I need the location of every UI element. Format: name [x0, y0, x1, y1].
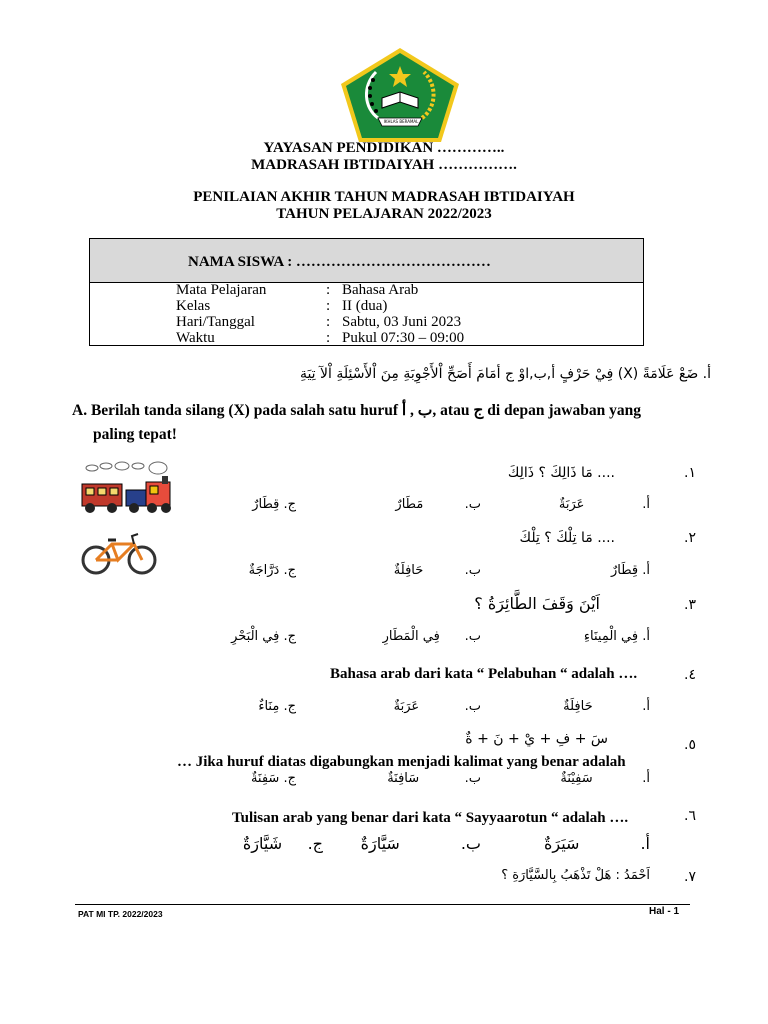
- option-b[interactable]: [383, 629, 481, 644]
- info-label: Waktu: [176, 330, 215, 346]
- question-text: Bahasa arab dari kata “ Pelabuhan “ adalah ….: [330, 666, 638, 682]
- info-sep: :: [326, 298, 331, 314]
- option-c[interactable]: [243, 834, 323, 853]
- option-letter: ج.: [283, 497, 296, 512]
- option-text: عَرَبَةٌ: [393, 699, 420, 714]
- question-number: ٢.: [684, 530, 696, 546]
- option-letter: ج.: [283, 563, 296, 578]
- school-year: TAHUN PELAJARAN 2022/2023: [276, 206, 492, 222]
- option-a[interactable]: [560, 771, 650, 786]
- option-text: فِي الْبَحْرِ: [231, 629, 280, 644]
- option-letter: أ.: [640, 834, 650, 853]
- question-number: ٣.: [684, 597, 696, 613]
- option-b[interactable]: [395, 497, 481, 512]
- option-text: قِطَارٌ: [252, 497, 280, 512]
- option-letter: ب.: [460, 834, 481, 853]
- option-letter: أ.: [642, 771, 650, 786]
- question-number: ٦.: [684, 808, 696, 824]
- info-value: II (dua): [342, 298, 388, 314]
- option-text: قِطَارٌ: [610, 563, 639, 578]
- option-text: عَرَبَةٌ: [558, 497, 585, 512]
- info-label: Kelas: [176, 298, 211, 314]
- option-b[interactable]: [387, 771, 481, 786]
- option-c[interactable]: [249, 563, 296, 578]
- school-name: MADRASAH IBTIDAIYAH …………….: [251, 157, 517, 173]
- footer-left: PAT MI TP. 2022/2023: [78, 909, 163, 919]
- question-text: … Jika huruf diatas digabungkan menjadi kalimat yang benar adalah: [177, 754, 626, 770]
- question-text: .... مَا تِلْكَ ؟ تِلْكَ: [519, 530, 615, 546]
- option-text: سَيَّارَةٌ: [360, 834, 400, 853]
- option-letter: أ.: [642, 699, 650, 714]
- option-text: حَافِلَةٌ: [393, 563, 424, 578]
- info-sep: :: [326, 282, 331, 298]
- option-letter: أ.: [642, 629, 650, 644]
- option-text: سَافِنَةٌ: [387, 771, 420, 786]
- train-illustration: [78, 460, 176, 516]
- info-value: Bahasa Arab: [342, 282, 419, 298]
- option-text: فِي الْمِينَاءِ: [583, 629, 639, 644]
- option-letter: ب.: [464, 629, 481, 644]
- question-number: ٧.: [684, 869, 696, 885]
- option-letter: ب.: [464, 563, 481, 578]
- bicycle-illustration: [80, 530, 158, 576]
- info-value: Sabtu, 03 Juni 2023: [342, 314, 462, 330]
- option-a[interactable]: [544, 834, 650, 853]
- option-letter: ب.: [464, 497, 481, 512]
- question-number: ٥.: [684, 737, 696, 753]
- option-c[interactable]: [231, 629, 296, 644]
- page-number: Hal - 1: [649, 906, 680, 917]
- exam-title: PENILAIAN AKHIR TAHUN MADRASAH IBTIDAIYAH: [193, 189, 575, 205]
- instruction-line-1: A. Berilah tanda silang (X) pada salah satu huruf ب , أ, atau ج di depan jawaban yang: [72, 402, 641, 419]
- option-c[interactable]: [252, 497, 296, 512]
- option-b[interactable]: [394, 699, 481, 714]
- option-letter: ج.: [307, 834, 323, 853]
- student-name-row: [90, 239, 643, 283]
- option-a[interactable]: [584, 629, 650, 644]
- question-number: ٤.: [684, 667, 696, 683]
- foundation-name: YAYASAN PENDIDIKAN …………..: [263, 140, 505, 156]
- option-text: شَيَّارَةٌ: [242, 834, 283, 853]
- option-letter: ج.: [283, 699, 296, 714]
- footer-divider: [75, 904, 690, 905]
- option-text: مَطَارٌ: [395, 497, 424, 512]
- option-letter: أ.: [642, 497, 650, 512]
- option-letter: ب.: [464, 771, 481, 786]
- option-letter: ج.: [283, 771, 296, 786]
- question-text: اَحْمَدُ : هَلْ تَذْهَبُ بِالسَّيَّارَةِ ؟: [501, 868, 650, 883]
- option-b[interactable]: [394, 563, 481, 578]
- question-number: ١.: [684, 465, 696, 481]
- option-b[interactable]: [361, 834, 481, 853]
- logo-motto: IKHLAS BERAMAL: [383, 119, 419, 124]
- option-c[interactable]: [258, 699, 296, 714]
- option-letter: ج.: [283, 629, 296, 644]
- option-text: سَيَرَةٌ: [543, 834, 580, 853]
- info-label: Mata Pelajaran: [176, 282, 267, 298]
- info-label: Hari/Tanggal: [176, 314, 255, 330]
- option-a[interactable]: [611, 563, 650, 578]
- option-c[interactable]: [251, 771, 296, 786]
- option-text: مِنَاءٌ: [258, 699, 280, 714]
- info-sep: :: [326, 314, 331, 330]
- option-text: حَافِلَةٌ: [563, 699, 593, 714]
- option-a[interactable]: [563, 699, 650, 714]
- arabic-instruction: أ. ضَعْ عَلَامَةً (X) فِيْ حَرْفٍ أ,ب,اوْ ج أمَامَ أَصَحِّ اْلأَجْوِبَةِ مِنَ اْلأَسْئِلَةِ اْلآ تِيَةِ: [299, 366, 711, 382]
- question-text: Tulisan arab yang benar dari kata “ Sayyaarotun “ adalah ….: [232, 810, 629, 826]
- option-text: سَفِنَةٌ: [250, 771, 280, 786]
- question-text: .... مَا ذَالِكَ ؟ ذَالِكَ: [507, 465, 615, 481]
- kemenag-logo: [338, 46, 462, 144]
- option-text: فِي الْمَطَارِ: [382, 629, 440, 644]
- option-letter: أ.: [642, 563, 650, 578]
- info-value: Pukul 07:30 – 09:00: [342, 330, 465, 346]
- instruction-line-2: paling tepat!: [93, 426, 177, 443]
- question-text-arabic: سَ + فِ + يْ + نَ + ةٌ: [465, 731, 608, 747]
- student-name-field[interactable]: NAMA SISWA : …………………………………: [188, 254, 491, 270]
- info-sep: :: [326, 330, 331, 346]
- option-text: سَفِيْنَةٌ: [560, 771, 593, 786]
- option-text: دَرَّاجَةٌ: [248, 563, 280, 578]
- option-letter: ب.: [464, 699, 481, 714]
- option-a[interactable]: [559, 497, 650, 512]
- question-text: اَيْنَ وَقَفَ الطَّائِرَةُ ؟: [474, 594, 600, 613]
